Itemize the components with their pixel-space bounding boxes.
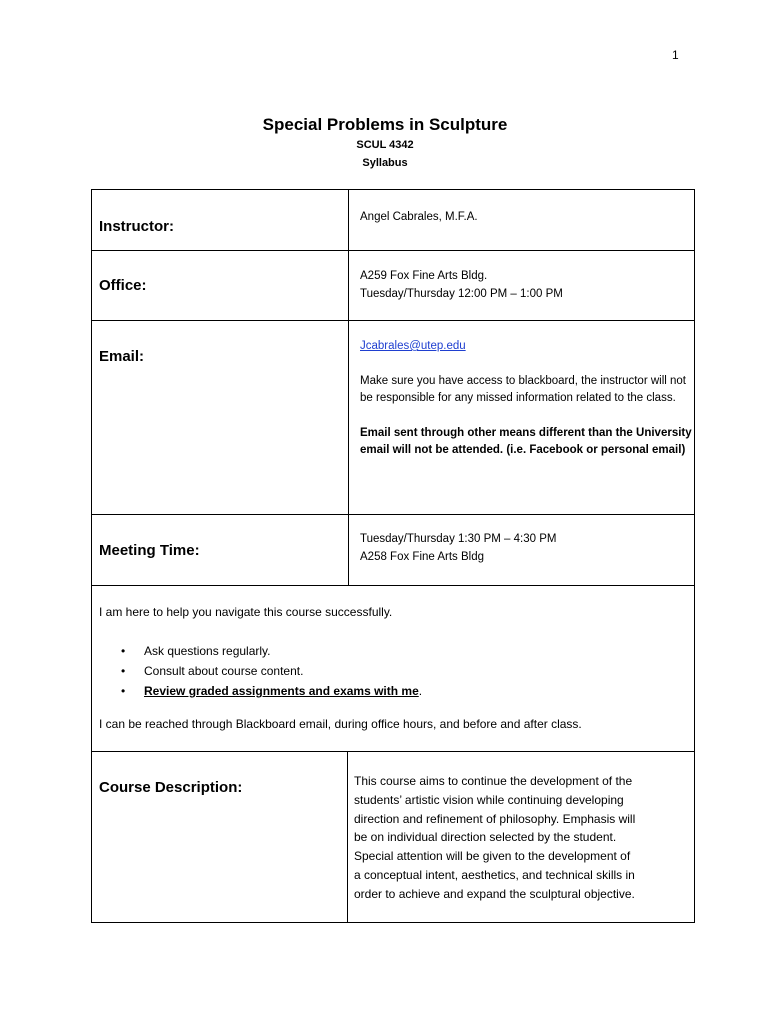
description-line: order to achieve and expand the sculptural objective. xyxy=(354,886,635,901)
list-item-text: Ask questions regularly. xyxy=(144,644,271,658)
meeting-details xyxy=(360,531,556,566)
list-item-suffix: . xyxy=(418,684,423,698)
syllabus-table xyxy=(91,189,695,923)
column-divider xyxy=(348,321,349,514)
office-details xyxy=(360,268,563,303)
document-type: Syllabus xyxy=(362,157,408,169)
help-outro: I can be reached through Blackboard email, during office hours, and before and after class. xyxy=(99,717,582,731)
meeting-location: A258 Fox Fine Arts Bldg xyxy=(360,550,485,563)
office-hours: Tuesday/Thursday 12:00 PM – 1:00 PM xyxy=(360,287,563,300)
course-description-text xyxy=(354,772,635,904)
description-line: direction and refinement of philosophy. Emphasis will xyxy=(354,811,636,826)
meeting-time-row xyxy=(92,515,694,586)
course-code: SCUL 4342 xyxy=(356,139,414,151)
document-title: Special Problems in Sculpture xyxy=(262,115,508,134)
bullet-icon: • xyxy=(121,664,126,678)
list-item-text: Review graded assignments and exams with me xyxy=(144,684,419,698)
list-item xyxy=(99,681,687,701)
help-row xyxy=(92,586,694,752)
description-line: Special attention will be given to the development of xyxy=(354,849,631,864)
office-label: Office: xyxy=(99,277,147,294)
email-row xyxy=(92,321,694,515)
meeting-schedule: Tuesday/Thursday 1:30 PM – 4:30 PM xyxy=(360,533,557,545)
course-description-label: Course Description: xyxy=(99,779,243,796)
course-description-row xyxy=(92,752,694,922)
description-line: This course aims to continue the development of the xyxy=(354,774,633,788)
email-details xyxy=(360,338,692,460)
column-divider xyxy=(348,515,349,585)
instructor-value: Angel Cabrales, M.F.A. xyxy=(360,211,478,223)
column-divider xyxy=(348,190,349,250)
office-row xyxy=(92,251,694,321)
help-intro: I am here to help you navigate this course successfully. xyxy=(99,605,393,619)
column-divider xyxy=(347,752,348,922)
email-label: Email: xyxy=(99,348,145,365)
description-line: a conceptual intent, aesthetics, and technical skills in xyxy=(354,867,635,882)
email-access-note: Make sure you have access to blackboard, the instructor will not be responsible for any missed information related to the class. xyxy=(360,374,686,404)
list-item xyxy=(99,661,687,681)
instructor-label: Instructor: xyxy=(99,218,174,235)
office-location: A259 Fox Fine Arts Bldg. xyxy=(360,270,488,282)
list-item-text: Consult about course content. xyxy=(144,664,304,678)
bullet-icon: • xyxy=(121,644,126,658)
help-list xyxy=(99,641,687,701)
instructor-row xyxy=(92,190,694,251)
page-number: 1 xyxy=(672,48,679,62)
email-link[interactable]: Jcabrales@utep.edu xyxy=(360,340,466,352)
description-line: be on individual direction selected by the student. xyxy=(354,830,617,845)
bullet-icon: • xyxy=(121,684,126,698)
list-item xyxy=(99,641,687,661)
email-warning: Email sent through other means different than the University email will not be attended. (i.e. Facebook or personal email) xyxy=(360,426,692,456)
description-line: students’ artistic vision while continuing developing xyxy=(354,792,624,807)
column-divider xyxy=(348,251,349,320)
meeting-time-label: Meeting Time: xyxy=(99,542,200,559)
